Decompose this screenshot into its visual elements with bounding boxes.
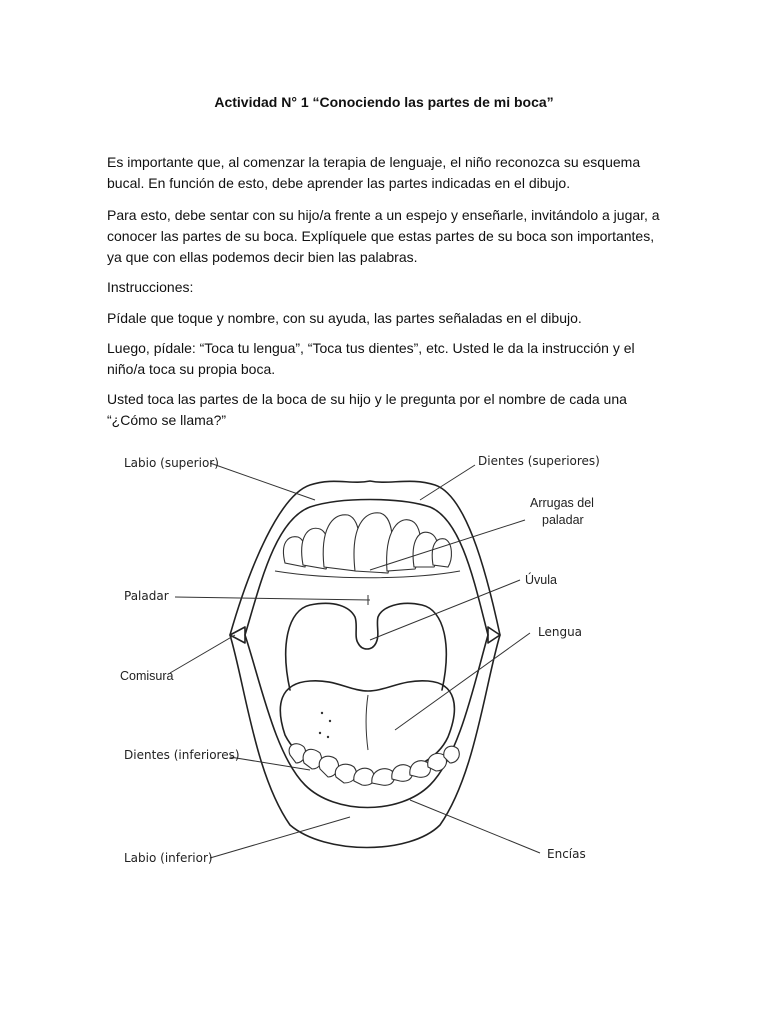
label-dientes-inferiores: Dientes (inferiores) <box>124 748 240 762</box>
label-lengua: Lengua <box>538 625 583 639</box>
label-comisura: Comisura <box>120 669 174 683</box>
label-labio-superior: Labio (superior) <box>124 456 219 470</box>
instructions-heading: Instrucciones: <box>107 279 194 295</box>
label-arrugas-line1: Arrugas del <box>530 496 594 510</box>
paragraph-mirror: Para esto, debe sentar con su hijo/a frente a un espejo y enseñarle, invitándolo a jugar, a conocer las partes de su boca. Explíquele que estas partes de su boca son importantes, ya que con ellas podemos decir bien las palabras. <box>107 207 660 265</box>
palate-and-uvula <box>286 595 447 690</box>
label-arrugas-line2: paladar <box>542 513 584 527</box>
paragraph-touch-name: Pídale que toque y nombre, con su ayuda, las partes señaladas en el dibujo. <box>107 310 582 326</box>
label-paladar: Paladar <box>124 589 169 603</box>
label-uvula: Úvula <box>525 573 557 587</box>
mouth-diagram <box>110 445 630 875</box>
lower-teeth <box>289 744 459 786</box>
paragraph-intro: Es importante que, al comenzar la terapia de lenguaje, el niño reconozca su esquema bucal. En función de esto, debe aprender las partes indicadas en el dibujo. <box>107 154 641 191</box>
upper-teeth <box>275 513 460 578</box>
paragraph-commands: Luego, pídale: “Toca tu lengua”, “Toca tus dientes”, etc. Usted le da la instrucción y el niño/a toca su propia boca. <box>107 340 635 377</box>
paragraph-question: Usted toca las partes de la boca de su hijo y le pregunta por el nombre de cada una “¿Cómo se llama?” <box>107 391 627 428</box>
label-encias: Encías <box>547 847 586 861</box>
activity-title: Actividad N° 1 “Conociendo las partes de mi boca” <box>214 94 554 110</box>
label-dientes-superiores: Dientes (superiores) <box>478 454 600 468</box>
label-labio-inferior: Labio (inferior) <box>124 851 213 865</box>
